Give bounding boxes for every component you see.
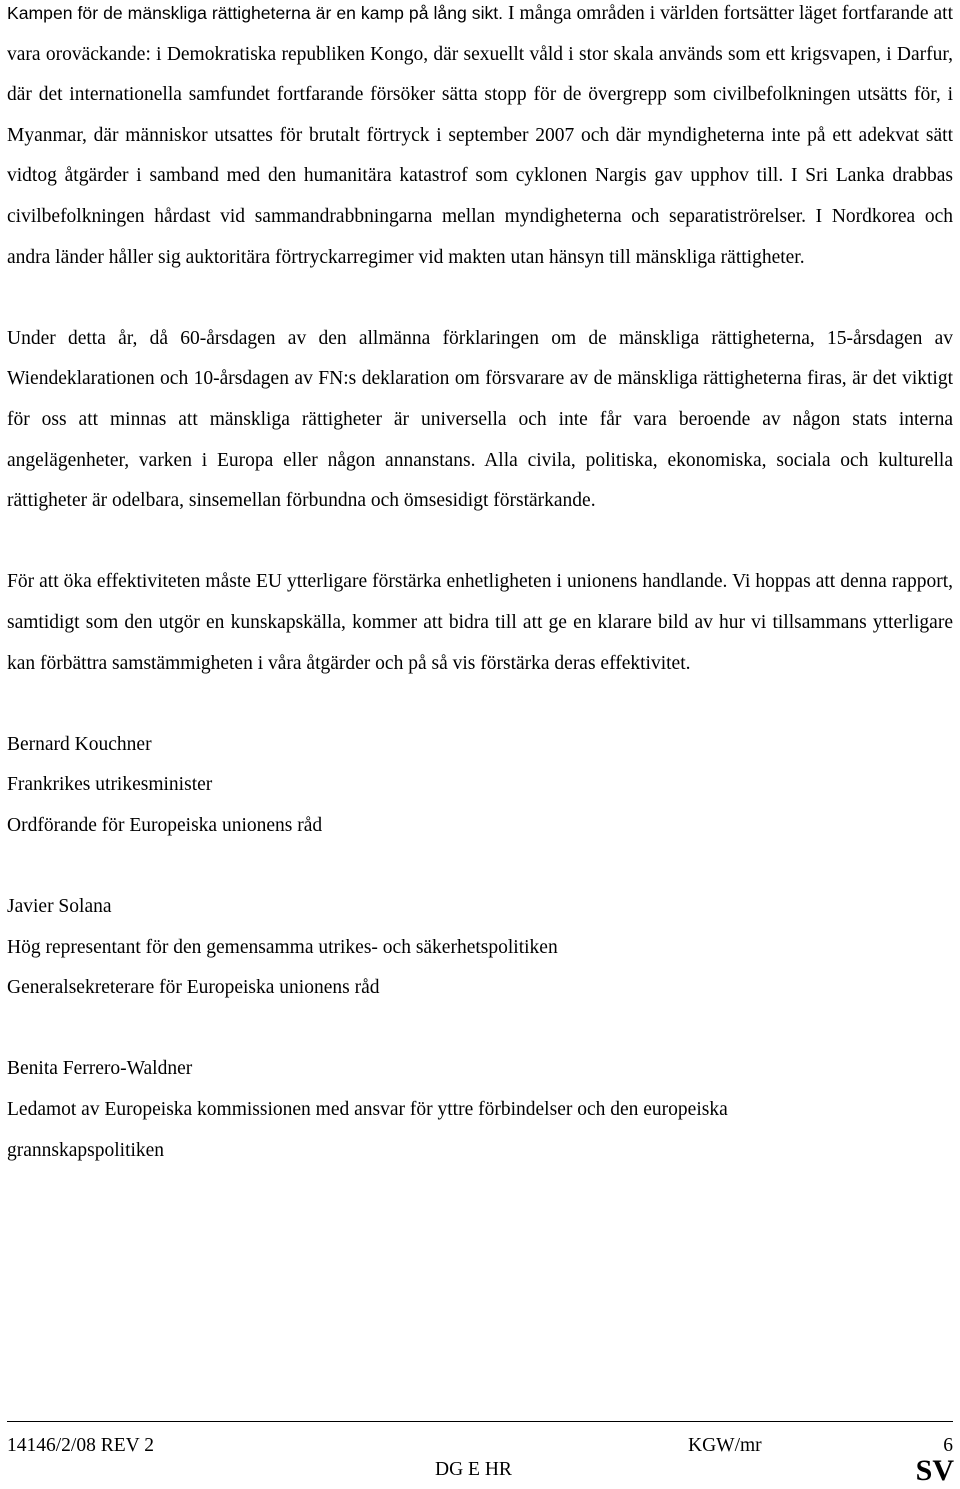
signatory-title: Generalsekreterare för Europeiska unionens råd (7, 977, 380, 999)
author-initials: KGW/mr (688, 1435, 762, 1456)
signatory-title: Ordförande för Europeiska unionens råd (7, 814, 323, 836)
signatory-title: Ledamot av Europeiska kommissionen med ansvar för yttre förbindelser och den europeiska (7, 1099, 728, 1121)
document-body (7, 0, 953, 1212)
signatory-title: Hög representant för den gemensamma utrikes- och säkerhetspolitiken (7, 936, 558, 958)
language-code: SV (915, 1454, 954, 1487)
paragraph-anniversaries (7, 319, 953, 522)
signatory-name: Javier Solana (7, 896, 112, 918)
footer-divider (7, 1421, 953, 1422)
signature-block-ferrero-waldner (7, 1049, 953, 1171)
paragraph-eu-effectiveness (7, 562, 953, 684)
paragraph-body-text: För att öka effektiviteten måste EU ytterligare förstärka enhetligheten i unionens handlande. Vi hoppas att denna rapport, samtidigt som den utgör en kunskapskälla, kommer att bidra till att ge en klarare bild av hur vi tillsammans ytterligare kan förbättra samstämmigheten i våra åtgärder och på så vis förstärka deras effektivitet. (7, 571, 953, 674)
paragraph-body-text: Under detta år, då 60-årsdagen av den allmänna förklaringen om de mänskliga rättigheterna, 15-årsdagen av Wiendeklarationen och 10-årsdagen av FN:s deklaration om försvarare av de mänskliga rättigheterna firas, är det viktigt för oss att minnas att mänskliga rättigheter är universella och inte får vara beroende av någon stats interna angelägenheter, varken i Europa eller någon annanstans. Alla civila, politiska, ekonomiska, sociala och kulturella rättigheter är odelbara, sinsemellan förbundna och ömsesidigt förstärkande. (7, 327, 953, 512)
signature-block-kouchner (7, 725, 953, 847)
paragraph-body-text: I många områden i världen fortsätter läget fortfarande att vara oroväckande: i Demokratiska republiken Kongo, där sexuellt våld i stor skala används som ett krigsvapen, i Darfur, där det internationella samfundet fortfarande försöker sätta stopp för de övergrepp som civilbefolkningen utsätts för, i Myanmar, där människor utsattes för brutalt förtryck i september 2007 och där myndigheterna inte på ett adekvat sätt vidtog åtgärder i samband med den humanitära katastrof som cyklonen Nargis gav upphov till. I Sri Lanka drabbas civilbefolkningen hårdast vid sammandrabbningarna mellan myndigheterna och separatiströrelser. I Nordkorea och andra länder håller sig auktoritära förtryckarregimer vid makten utan hänsyn till mänskliga rättigheter. (7, 3, 953, 268)
paragraph-lead-sentence: Kampen för de mänskliga rättigheterna är en kamp på lång sikt. (7, 3, 504, 23)
signatory-name: Benita Ferrero-Waldner (7, 1058, 193, 1080)
signature-block-solana (7, 887, 953, 1009)
signatory-title: Frankrikes utrikesminister (7, 774, 213, 796)
paragraph-human-rights-struggle (7, 0, 953, 278)
signatory-name: Bernard Kouchner (7, 733, 152, 755)
page-number: 6 (943, 1435, 953, 1456)
page-footer (7, 1421, 953, 1489)
directorate-code: DG E HR (435, 1459, 512, 1480)
document-reference: 14146/2/08 REV 2 (7, 1435, 154, 1456)
signatory-title: grannskapspolitiken (7, 1139, 165, 1161)
